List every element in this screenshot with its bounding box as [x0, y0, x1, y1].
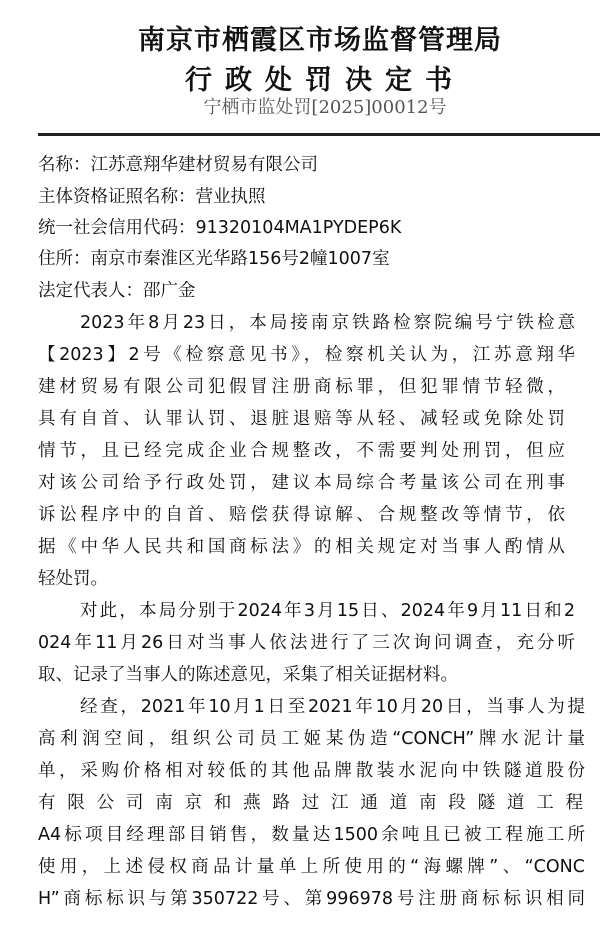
field-name: 名称：江苏意翔华建材贸易有限公司 [38, 155, 318, 175]
header-divider [38, 133, 600, 136]
paragraph-line: A4标项目经理部目销售，数量达1500余吨且已被工程施工所 [38, 825, 585, 845]
paragraph-line: 取、记录了当事人的陈述意见，采集了相关证据材料。 [38, 665, 458, 685]
paragraph-line: 使用，上述侵权商品计量单上所使用的“海螺牌”、“CONC [38, 857, 585, 877]
field-license-type: 主体资格证照名称：营业执照 [38, 187, 266, 207]
paragraph-line: 情节，且已经完成企业合规整改，不需要判处刑罚，但应 [38, 441, 565, 461]
document-number: 宁栖市监处罚[2025]00012号 [203, 97, 447, 118]
paragraph-line: 单，采购价格相对较低的其他品牌散装水泥向中铁隧道股份 [38, 761, 585, 781]
paragraph-line: 轻处罚。 [38, 569, 108, 589]
paragraph-line: 诉讼程序中的自首、赔偿获得谅解、合规整改等情节，依 [38, 505, 565, 525]
paragraph-line: 据《中华人民共和国商标法》的相关规定对当事人酌情从 [38, 537, 565, 557]
paragraph-line: 2023年8月23日，本局接南京铁路检察院编号宁铁检意 [80, 313, 575, 333]
field-legal-rep: 法定代表人：邵广金 [38, 281, 196, 301]
paragraph-line: 024年11月26日对当事人依法进行了三次询问调查，充分听 [38, 633, 575, 653]
paragraph-line: 对该公司给予行政处罚，建议本局综合考量该公司在刑事 [38, 473, 565, 493]
paragraph-line: 对此，本局分别于2024年3月15日、2024年9月11日和2 [80, 601, 575, 621]
paragraph-line: H”商标标识与第350722号、第996978号注册商标标识相同 [38, 889, 585, 909]
paragraph-line: 【2023】2号《检察意见书》，检察机关认为，江苏意翔华 [38, 345, 575, 365]
agency-title: 南京市栖霞区市场监督管理局 [138, 25, 502, 56]
paragraph-line: 具有自首、认罪认罚、退脏退赔等从轻、减轻或免除处罚 [38, 409, 565, 429]
paragraph-line: 高利润空间，组织公司员工姬某伪造“CONCH”牌水泥计量 [38, 729, 585, 749]
paragraph-line: 经查，2021年10月1日至2021年10月20日，当事人为提 [80, 697, 585, 717]
field-address: 住所：南京市秦淮区光华路156号2幢1007室 [38, 249, 390, 269]
field-credit-code: 统一社会信用代码：91320104MA1PYDEP6K [38, 218, 402, 238]
paragraph-line: 有限公司南京和燕路过江通道南段隧道工程 [38, 793, 585, 813]
paragraph-line: 建材贸易有限公司犯假冒注册商标罪，但犯罪情节轻微， [38, 377, 565, 397]
document-type-title: 行政处罚决定书 [185, 65, 465, 96]
